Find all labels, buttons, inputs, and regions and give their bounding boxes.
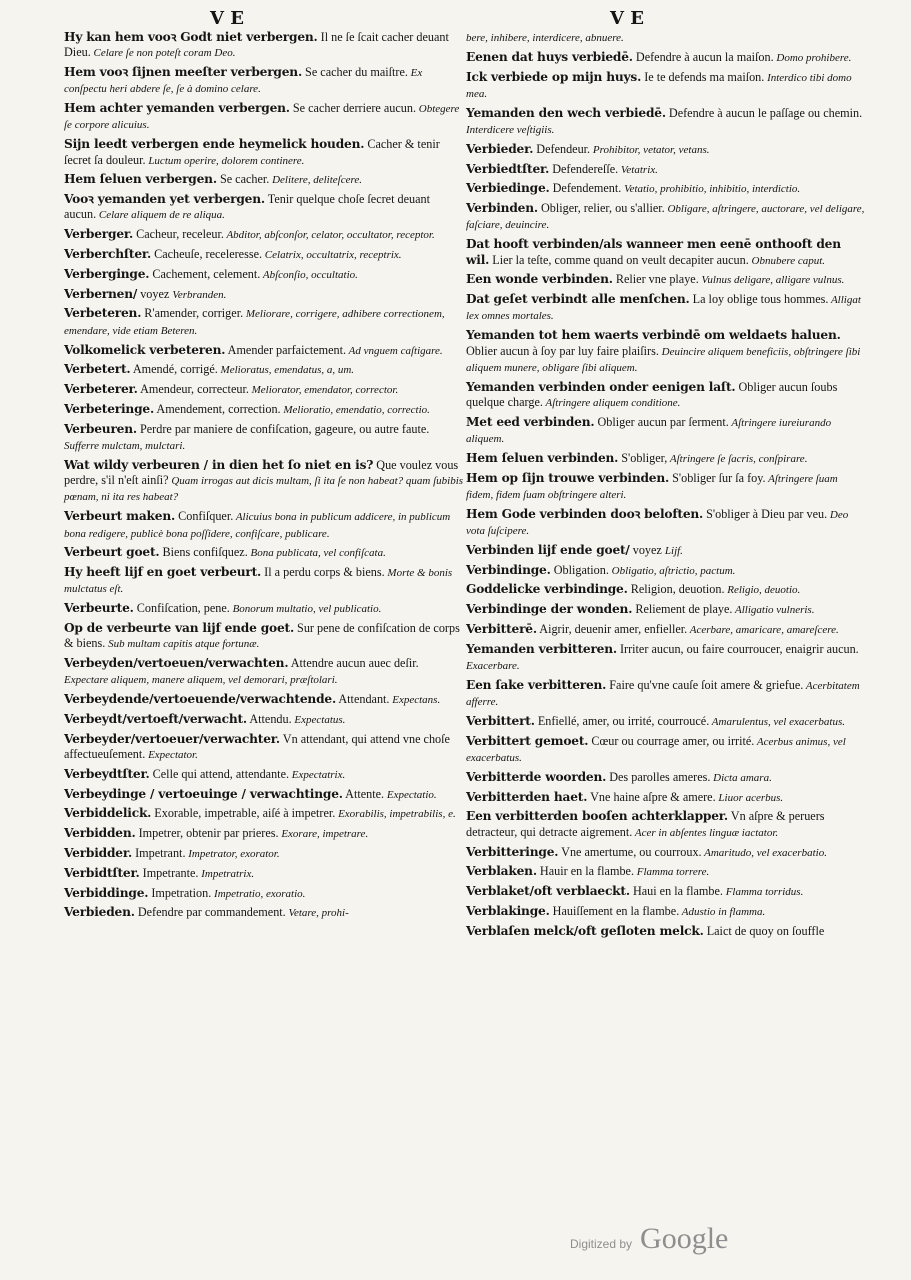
dictionary-entry xyxy=(64,565,464,598)
latin-gloss: Acer in abſentes linguæ iactator. xyxy=(632,826,779,839)
dictionary-entry xyxy=(466,162,866,178)
french-gloss: Cacher & tenir ſecret ſa douleur. xyxy=(64,137,440,167)
dictionary-entry xyxy=(466,50,866,66)
latin-gloss: Bonorum multatio, vel publicatio. xyxy=(229,603,382,616)
latin-gloss: Impetratio, exoratio. xyxy=(211,887,306,900)
dictionary-entry xyxy=(64,806,464,822)
headword: Verbindinge der wonden. xyxy=(466,602,633,617)
dictionary-entry xyxy=(64,30,464,62)
headword: Verblakinge. xyxy=(466,903,550,918)
latin-gloss: Aſtringere aliquem conditione. xyxy=(542,396,681,409)
french-gloss: La loy oblige tous hommes. xyxy=(689,292,829,307)
dictionary-entry xyxy=(64,402,464,418)
latin-gloss: Celare ſe non poteſt coram Deo. xyxy=(90,47,236,60)
french-gloss: Vne haine aſpre & amere. xyxy=(587,789,716,804)
latin-gloss: Abditor, abſconſor, celator, occultator, receptor. xyxy=(223,229,435,242)
dictionary-entry xyxy=(64,247,464,263)
french-gloss: Que voulez vous perdre, s'il n'eſt ainſi? xyxy=(64,457,459,488)
headword: Op de verbeurte van lijf ende goet. xyxy=(64,621,294,635)
headword: Verbeyden/vertoeuen/verwachten. xyxy=(64,656,289,671)
latin-gloss: Alicuius bona in publicum addicere, in publicum bona redigere, publicè bona poſſidere, confiſcare, publicare. xyxy=(64,511,451,540)
french-gloss: Cacheur, receleur. xyxy=(133,227,224,242)
headword: Een ſake verbitteren. xyxy=(466,677,607,692)
dictionary-entry xyxy=(466,770,866,786)
headword: Met eed verbinden. xyxy=(466,414,595,429)
headword: Verbeterer. xyxy=(64,382,138,397)
dictionary-entry xyxy=(466,292,866,325)
headword: Verbeydinge / vertoeuinge / verwachtinge. xyxy=(64,786,343,801)
french-gloss: Cœur ou courrage amer, ou irrité. xyxy=(588,733,755,748)
dictionary-entry xyxy=(64,656,464,689)
french-gloss: Reliement de playe. xyxy=(632,602,733,617)
headword: Verblaken. xyxy=(466,864,537,879)
latin-gloss: Acerbus animus, vel exacerbatus. xyxy=(466,735,846,765)
headword: Yemanden tot hem waerts verbindē om weldaets haluen. xyxy=(466,328,841,343)
dictionary-entry xyxy=(466,924,866,940)
dictionary-entry xyxy=(64,712,464,728)
dictionary-entry xyxy=(466,451,866,467)
french-gloss: voyez xyxy=(629,542,665,557)
latin-gloss: Meliorator, emendator, corrector. xyxy=(248,384,399,397)
latin-gloss: Celatrix, occultatrix, receptrix. xyxy=(262,249,402,262)
dictionary-entry xyxy=(64,343,464,359)
dictionary-entry xyxy=(466,790,866,806)
dictionary-entry xyxy=(466,582,866,598)
dictionary-entry xyxy=(64,287,464,303)
headword: Verbiedinge. xyxy=(466,181,550,196)
latin-gloss: Sub multam capitis atque fortunæ. xyxy=(105,638,260,651)
french-gloss: Se cacher du maiſtre. xyxy=(302,65,408,80)
dictionary-entry xyxy=(466,864,866,880)
dictionary-entry xyxy=(466,904,866,920)
french-gloss: Defendeur. xyxy=(533,141,591,156)
dictionary-entry xyxy=(466,563,866,579)
latin-gloss: Quam irrogas aut dicis multam, ſi ita ſe non habeat? quam ſubibis pœnam, ni ita res habeat? xyxy=(64,475,464,504)
dictionary-entry xyxy=(466,106,866,139)
latin-gloss: Bona publicata, vel confiſcata. xyxy=(247,547,386,560)
dictionary-entry xyxy=(64,826,464,842)
dictionary-entry xyxy=(466,380,866,412)
dictionary-entry xyxy=(64,65,464,98)
headword: Verbeydende/vertoeuende/verwachtende. xyxy=(64,692,336,707)
latin-gloss: Religio, deuotio. xyxy=(724,584,801,597)
latin-gloss: Abſconſio, occultatio. xyxy=(260,268,358,281)
french-gloss: Lier la teſte, comme quand on veult decapiter aucun. xyxy=(489,252,749,267)
headword: Yemanden verbinden onder eenigen laſt. xyxy=(466,379,736,394)
latin-gloss: Exacerbare. xyxy=(466,660,520,673)
dictionary-entry xyxy=(466,809,866,841)
headword: Verbernen/ xyxy=(64,286,138,301)
dictionary-entry xyxy=(466,678,866,711)
dictionary-entry xyxy=(466,884,866,900)
french-gloss: Obliger aucun ſoubs quelque charge. xyxy=(466,379,838,409)
latin-gloss: Obligatio, aſtrictio, pactum. xyxy=(608,564,736,577)
headword: Hem ſeluen verbergen. xyxy=(64,172,217,187)
latin-gloss: Expectans. xyxy=(389,694,441,707)
dictionary-entry xyxy=(64,601,464,617)
french-gloss: Defendement. xyxy=(549,181,622,196)
french-gloss: Amendé, corrigé. xyxy=(130,362,218,377)
dictionary-entry xyxy=(64,866,464,882)
french-gloss: Impetration. xyxy=(148,885,212,900)
dictionary-entry xyxy=(64,886,464,902)
french-gloss: Vne amertume, ou courroux. xyxy=(558,844,702,859)
french-gloss: Defendre à aucun la maiſon. xyxy=(632,49,774,64)
headword: Yemanden den wech verbiedē. xyxy=(466,105,666,120)
latin-gloss: Celare aliquem de re aliqua. xyxy=(96,209,225,222)
french-gloss: Celle qui attend, attendante. xyxy=(149,766,290,781)
headword: Hem vooꝛ ſijnen meeſter verbergen. xyxy=(64,65,302,80)
latin-gloss: Adustio in flamma. xyxy=(679,905,766,918)
google-logo: Google xyxy=(640,1222,729,1255)
french-gloss: Il a perdu corps & biens. xyxy=(261,565,385,580)
french-gloss: Biens confiſquez. xyxy=(159,545,248,560)
headword: Verbeydt/vertoeft/verwacht. xyxy=(64,711,247,726)
french-gloss: Attente. xyxy=(342,786,385,801)
headword: Verbittert. xyxy=(466,713,535,728)
french-gloss: Cachement, celement. xyxy=(149,266,261,281)
headword: Verbindinge. xyxy=(466,562,551,577)
latin-gloss: Acerbitatem afferre. xyxy=(466,679,860,709)
french-gloss: Faire qu'vne cauſe ſoit amere & griefue. xyxy=(606,677,804,692)
headword: Hy kan hem vooꝛ Godt niet verbergen. xyxy=(64,30,318,44)
french-gloss: Impetrante. xyxy=(139,865,199,880)
headword: Goddelicke verbindinge. xyxy=(466,582,628,597)
dictionary-entry xyxy=(64,362,464,378)
french-gloss: Attendu. xyxy=(246,711,292,726)
latin-gloss: Domo prohibere. xyxy=(773,51,852,64)
french-gloss: voyez xyxy=(137,286,173,301)
dictionary-entry xyxy=(64,382,464,398)
dictionary-entry xyxy=(466,70,866,103)
latin-gloss: Aſtringere iureiurando aliquem. xyxy=(466,416,832,446)
french-gloss: Sur pene de confiſcation de corps & biens. xyxy=(64,621,460,651)
french-gloss: Defendre par commandement. xyxy=(134,905,286,920)
latin-gloss: Deo vota ſuſcipere. xyxy=(466,508,849,538)
latin-gloss: Exorabilis, impetrabilis, e. xyxy=(335,808,456,821)
french-gloss: Laict de quoy on ſouffle xyxy=(703,923,825,938)
latin-gloss: Melioratus, emendatus, a, um. xyxy=(217,364,355,377)
latin-gloss: Delitere, deliteſcere. xyxy=(269,174,362,187)
latin-gloss: Expectatio. xyxy=(384,788,437,801)
headword: Hem op ſijn trouwe verbinden. xyxy=(466,470,670,485)
dictionary-entry xyxy=(64,137,464,169)
latin-gloss: Expectatrix. xyxy=(289,768,346,781)
headword: Wat wildy verbeuren / in dien het ſo niet en is? xyxy=(64,457,374,472)
headword: Sijn leedt verbergen ende heymelick houden. xyxy=(64,137,365,152)
french-gloss: Il ne ſe ſcait cacher deuant Dieu. xyxy=(64,30,449,60)
headword: Verbinden lijf ende goet/ xyxy=(466,542,630,557)
latin-gloss: Sufferre mulctam, mulctari. xyxy=(64,440,186,453)
latin-gloss: Prohibitor, vetator, vetans. xyxy=(590,143,710,156)
dictionary-entry xyxy=(466,272,866,288)
headword: Verbeurt goet. xyxy=(64,545,160,560)
headword: Verbinden. xyxy=(466,201,538,216)
latin-gloss: Ex conſpectu heri abdere ſe, ſe à domino celare. xyxy=(64,67,423,96)
headword: Verbiedtſter. xyxy=(466,161,550,176)
latin-gloss: Vetare, prohi- xyxy=(285,907,349,920)
latin-gloss: Luctum operire, dolorem continere. xyxy=(145,154,305,167)
french-gloss: Attendre aucun auec deſir. xyxy=(288,656,419,671)
latin-gloss: Expectator. xyxy=(145,749,198,762)
headword: Verberger. xyxy=(64,227,134,242)
latin-gloss: Obtegere ſe corpore alicuius. xyxy=(64,103,460,132)
latin-gloss: Exorare, impetrare. xyxy=(278,828,369,841)
french-gloss: Ie te defends ma maiſon. xyxy=(641,69,765,84)
latin-gloss: Dicta amara. xyxy=(710,771,772,784)
headword: Hy heeft lijf en goet verbeurt. xyxy=(64,565,262,580)
dictionary-entry xyxy=(466,201,866,234)
latin-gloss: Morte & bonis mulctatus eſt. xyxy=(64,567,453,596)
dictionary-entry xyxy=(466,415,866,448)
latin-gloss: Expectare aliquem, manere aliquem, vel demorari, præſtolari. xyxy=(64,674,338,687)
dictionary-entry xyxy=(466,622,866,638)
french-gloss: Confiſcation, pene. xyxy=(133,601,230,616)
dictionary-entry xyxy=(64,509,464,542)
latin-gloss: Aſtringere ſe ſacris, conſpirare. xyxy=(667,452,808,465)
french-gloss: Vn aſpre & peruers detracteur, qui detracte aigrement. xyxy=(466,809,825,839)
latin-gloss: Vulnus deligare, alligare vulnus. xyxy=(698,274,845,287)
dictionary-entry xyxy=(64,458,464,506)
french-gloss: Se cacher derriere aucun. xyxy=(289,101,417,116)
headword: Verbidder. xyxy=(64,846,133,861)
latin-gloss: Lijf. xyxy=(664,544,683,557)
headword: Verbetert. xyxy=(64,362,131,377)
french-gloss: Des parolles ameres. xyxy=(606,769,711,784)
dictionary-entry xyxy=(64,732,464,764)
french-gloss: Amender parfaictement. xyxy=(225,342,347,357)
headword: Hem achter yemanden verbergen. xyxy=(64,101,290,116)
latin-gloss: Vetatio, prohibitio, inhibitio, interdictio. xyxy=(621,183,801,196)
dictionary-entry xyxy=(466,471,866,504)
headword: Eenen dat huys verbiedē. xyxy=(466,49,633,64)
headword: Verbitterde woorden. xyxy=(466,769,607,784)
dictionary-entry xyxy=(64,545,464,561)
french-gloss: Obligation. xyxy=(550,562,609,577)
french-gloss: Obliger aucun par ſerment. xyxy=(594,414,729,429)
latin-gloss: Obligare, aſtringere, auctorare, vel deligare, faſciare, deuincire. xyxy=(466,203,865,232)
dictionary-entry xyxy=(466,507,866,540)
headword: Verbeyder/vertoeuer/verwachter. xyxy=(64,731,280,746)
dictionary-entry xyxy=(64,422,464,455)
headword: Verbitterden haet. xyxy=(466,789,588,804)
headword: Verblaket/oft verblaeckt. xyxy=(466,884,630,899)
french-gloss: Cacheuſe, receleresse. xyxy=(151,247,263,262)
dictionary-entry xyxy=(466,714,866,730)
latin-gloss: Meliorare, corrigere, adhibere correctionem, emendare, vide etiam Beteren. xyxy=(64,308,445,337)
headword: Volkomelick verbeteren. xyxy=(64,342,226,357)
latin-gloss: Deuincire aliquem beneficiis, obſtringere ſibi aliquem munere, obligare ſibi aliquem. xyxy=(466,345,861,374)
latin-gloss: Verbranden. xyxy=(172,288,227,301)
headword: Vooꝛ yemanden yet verbergen. xyxy=(64,192,265,207)
french-gloss: Se cacher. xyxy=(216,172,270,187)
french-gloss: Defendereſſe. xyxy=(549,161,619,176)
french-gloss: Aigrir, deuenir amer, enfieller. xyxy=(536,622,688,636)
french-gloss: S'obliger ſur ſa foy. xyxy=(669,470,766,485)
headword: Hem ſeluen verbinden. xyxy=(466,450,619,465)
french-gloss: Attendant. xyxy=(336,692,390,707)
french-gloss: Impetrant. xyxy=(132,846,186,861)
digitized-watermark xyxy=(570,1222,728,1256)
dictionary-entry xyxy=(466,845,866,861)
french-gloss: Confiſquer. xyxy=(175,509,234,524)
latin-gloss: Amaritudo, vel exacerbatio. xyxy=(701,846,827,859)
latin-gloss: Expectatus. xyxy=(291,713,346,726)
dictionary-entry xyxy=(64,905,464,921)
headword: Dat hooft verbinden/als wanneer men eenē onthooft den wil. xyxy=(466,237,841,267)
latin-gloss: Interdico tibi domo mea. xyxy=(466,71,852,100)
dictionary-entry xyxy=(466,543,866,559)
french-gloss: Amendement, correction. xyxy=(154,401,281,416)
headword: Verbitteringe. xyxy=(466,844,559,859)
french-gloss: Vn attendant, qui attend vne choſe affectueuſement. xyxy=(64,731,450,762)
headword: Verbeurte. xyxy=(64,601,134,616)
dictionary-entry xyxy=(64,846,464,862)
headword: Verbeteringe. xyxy=(64,401,155,416)
french-gloss: Perdre par maniere de confiſcation, gageure, ou autre faute. xyxy=(136,421,430,436)
headword: Verberginge. xyxy=(64,266,150,281)
dictionary-entry xyxy=(64,306,464,339)
latin-gloss: Impetratrix. xyxy=(198,867,255,880)
headword: Ick verbiede op mijn huys. xyxy=(466,69,642,84)
dictionary-entry xyxy=(466,30,866,46)
latin-gloss: Interdicere veſtigiis. xyxy=(466,123,555,136)
french-gloss: Exorable, impetrable, aiſé à impetrer. xyxy=(151,806,336,821)
headword: Verbidden. xyxy=(64,826,136,841)
headword: Verbeydtſter. xyxy=(64,766,150,781)
latin-gloss: Liuor acerbus. xyxy=(715,791,784,804)
dictionary-entry xyxy=(466,142,866,158)
headword: Verbieden. xyxy=(64,905,135,920)
french-gloss: Religion, deuotion. xyxy=(627,582,725,597)
headword: Verbiddelick. xyxy=(64,806,152,821)
dictionary-entry xyxy=(64,227,464,243)
dictionary-entry xyxy=(466,328,866,376)
french-gloss: Obliger, relier, ou s'allier. xyxy=(537,201,665,216)
latin-gloss: Flamma torridus. xyxy=(722,886,804,899)
latin-gloss: Vetatrix. xyxy=(618,163,658,176)
french-gloss: Haui en la flambe. xyxy=(629,884,723,899)
headword: Verbitterē. xyxy=(466,622,537,636)
headword: Verberchſter. xyxy=(64,247,152,262)
headword: Verbidtſter. xyxy=(64,865,140,880)
french-gloss: R'amender, corriger. xyxy=(141,306,244,321)
headword: Verbittert gemoet. xyxy=(466,733,589,748)
latin-gloss: bere, inhibere, interdicere, abnuere. xyxy=(466,32,624,44)
french-gloss: S'obliger, xyxy=(618,450,668,465)
latin-gloss: Alligatio vulneris. xyxy=(732,604,815,617)
dictionary-entry xyxy=(64,787,464,803)
page-header-right: V E xyxy=(610,8,644,29)
french-gloss: Amendeur, correcteur. xyxy=(137,382,249,397)
headword: Yemanden verbitteren. xyxy=(466,641,617,656)
left-column xyxy=(64,30,464,925)
digitized-label: Digitized by xyxy=(570,1237,633,1251)
headword: Hem Gode verbinden dooꝛ beloften. xyxy=(466,506,704,521)
dictionary-entry xyxy=(64,267,464,283)
latin-gloss: Acerbare, amaricare, amareſcere. xyxy=(687,624,839,636)
headword: Verbiddinge. xyxy=(64,885,149,900)
headword: Een verbitterden booſen achterklapper. xyxy=(466,809,728,824)
french-gloss: Hauiſſement en la flambe. xyxy=(549,903,680,918)
latin-gloss: Amarulentus, vel exacerbatus. xyxy=(709,715,845,728)
french-gloss: Irriter aucun, ou faire courroucer, enaigrir aucun. xyxy=(616,641,859,656)
dictionary-entry xyxy=(466,181,866,197)
latin-gloss: Melioratio, emendatio, correctio. xyxy=(280,403,430,416)
latin-gloss: Obnubere caput. xyxy=(748,254,826,267)
dictionary-entry xyxy=(466,237,866,269)
headword: Verbieder. xyxy=(466,141,534,156)
latin-gloss: Alligat lex omnes mortales. xyxy=(466,294,861,323)
headword: Verblaſen melck/oft geſloten melck. xyxy=(466,923,704,938)
latin-gloss: Flamma torrere. xyxy=(634,866,710,879)
headword: Een wonde verbinden. xyxy=(466,272,613,287)
dictionary-entry xyxy=(64,101,464,134)
french-gloss: Oblier aucun à ſoy par luy faire plaiſirs. xyxy=(466,343,659,358)
dictionary-entry xyxy=(64,172,464,188)
french-gloss: Hauir en la flambe. xyxy=(536,864,634,879)
dictionary-entry xyxy=(466,734,866,767)
french-gloss: Tenir quelque choſe ſecret deuant aucun. xyxy=(64,192,431,222)
french-gloss: Relier vne playe. xyxy=(612,272,699,287)
french-gloss: Enfiellé, amer, ou irrité, courroucé. xyxy=(534,713,710,728)
dictionary-entry xyxy=(64,767,464,783)
french-gloss: Impetrer, obtenir par prieres. xyxy=(135,826,279,841)
dictionary-entry xyxy=(64,692,464,708)
french-gloss: Defendre à aucun le paſſage ou chemin. xyxy=(665,105,863,120)
headword: Verbeuren. xyxy=(64,421,137,436)
headword: Verbeurt maken. xyxy=(64,509,176,524)
headword: Dat geſet verbindt alle menſchen. xyxy=(466,292,690,307)
page-header-left: V E xyxy=(210,8,244,29)
dictionary-entry xyxy=(64,621,464,653)
right-column xyxy=(466,30,866,944)
dictionary-entry xyxy=(64,192,464,224)
latin-gloss: Ad vnguem caſtigare. xyxy=(346,344,443,357)
latin-gloss: Aſtringere ſuam fidem, fidem ſuam obſtringere alteri. xyxy=(466,472,838,501)
french-gloss: S'obliger à Dieu par veu. xyxy=(703,506,828,521)
headword: Verbeteren. xyxy=(64,306,142,321)
dictionary-entry xyxy=(466,602,866,618)
latin-gloss: Impetrator, exorator. xyxy=(185,848,280,861)
dictionary-entry xyxy=(466,642,866,675)
